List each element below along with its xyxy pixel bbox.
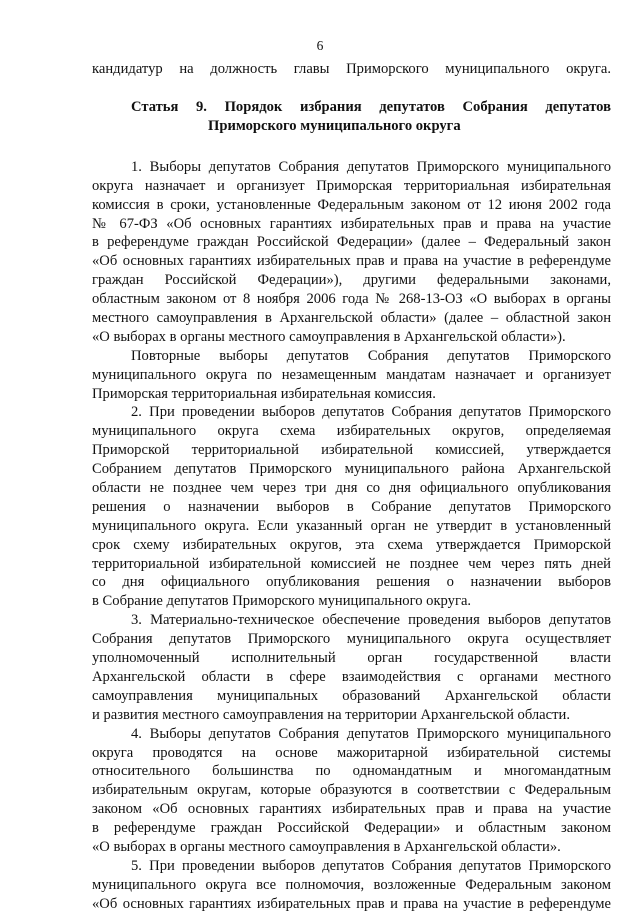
text-line: округа назначает и организует Приморская территориальная избирательная	[92, 177, 611, 194]
text-line: Повторные выборы депутатов Собрания депутатов Приморского	[131, 347, 611, 364]
text-line: муниципального округа все полномочия, возложенные Федеральным законом	[92, 876, 611, 893]
text-line: самоуправления муниципальных образований Архангельской области	[92, 687, 611, 704]
text-line: 3. Материально-техническое обеспечение проведения выборов депутатов	[131, 612, 611, 629]
text-line: 4. Выборы депутатов Собрания депутатов Приморского муниципального	[131, 725, 611, 742]
text-line: законом «Об основных гарантиях избирательных прав и права на участие	[92, 801, 611, 818]
text-line: областным законом от 8 ноября 2006 года № 268-13-ОЗ «О выборах в органы	[92, 291, 611, 308]
text-line: местного самоуправления в Архангельской области» (далее – областной закон	[92, 310, 611, 327]
text-line: в Собрание депутатов Приморского муниципального округа.	[92, 593, 472, 610]
text-line: Приморская территориальная избирательная комиссия.	[92, 385, 436, 402]
paragraph-p3	[92, 403, 611, 611]
text-line: территориальной избирательной комиссией не позднее чем через пять дней	[92, 555, 611, 572]
text-line: Собрания депутатов Приморского муниципального округа осуществляет	[92, 631, 611, 648]
text-line: решения о назначении выборов в Собрание депутатов Приморского	[92, 498, 611, 515]
text-line: граждан Российской Федерации»), другими федеральными законами,	[92, 272, 611, 289]
text-line: округа проводятся на основе мажоритарной избирательной системы	[92, 744, 611, 761]
spacer	[92, 137, 611, 158]
text-line: области не позднее чем через три дня со дня официального опубликования	[92, 480, 611, 497]
text-line: № 67-ФЗ «Об основных гарантиях избирательных прав и права на участие	[92, 215, 611, 232]
text-line: Собранием депутатов Приморского муниципального района Архангельской	[92, 461, 611, 478]
text-line: срок схему избирательных округов, эта схема утверждается Приморской	[92, 536, 611, 553]
text-line: относительного большинства по одномандатным и многомандатным	[92, 763, 611, 780]
document-body	[92, 60, 611, 914]
paragraph-p1	[92, 158, 611, 347]
text-line: 1. Выборы депутатов Собрания депутатов Приморского муниципального	[131, 158, 611, 175]
paragraph-p5	[92, 725, 611, 857]
lead-line: кандидатур на должность главы Приморского муниципального округа.	[92, 61, 611, 77]
spacer	[92, 79, 611, 98]
paragraph-p6	[92, 857, 611, 914]
paragraph-p2	[92, 347, 611, 404]
article-heading-line-2: Приморского муниципального округа	[208, 118, 461, 135]
text-line: «О выборах в органы местного самоуправления в Архангельской области»).	[92, 328, 566, 345]
text-line: 5. При проведении выборов депутатов Собрания депутатов Приморского	[131, 857, 611, 874]
text-line: в референдуме граждан Российской Федерации» и областным законом	[92, 820, 611, 837]
text-line: в референдуме граждан Российской Федерации» (далее – Федеральный закон	[92, 234, 611, 251]
text-line: 2. При проведении выборов депутатов Собрания депутатов Приморского	[131, 404, 611, 421]
text-line: Архангельской области в сфере взаимодействия с органами местного	[92, 668, 611, 685]
text-line: и развития местного самоуправления на территории Архангельской области.	[92, 706, 570, 723]
text-line: избирательным округам, которые образуются в соответствии с Федеральным	[92, 782, 611, 799]
paragraph-list	[92, 158, 611, 914]
text-line: со дня официального опубликования решения о назначении выборов	[92, 574, 611, 591]
article-heading	[92, 98, 611, 137]
text-line: «Об основных гарантиях избирательных прав и права на участие в референдуме	[92, 253, 611, 270]
page-number: 6	[316, 38, 324, 53]
text-line: комиссия в сроки, установленные Федеральным законом от 12 июня 2002 года	[92, 196, 611, 213]
text-line: уполномоченный исполнительный орган государственной власти	[92, 650, 611, 667]
text-line: муниципального округа схема избирательных округов, определяемая	[92, 423, 611, 440]
text-line: «О выборах в органы местного самоуправления в Архангельской области».	[92, 838, 561, 855]
text-line: муниципального округа по незамещенным мандатам назначает и организует	[92, 366, 611, 383]
text-line: Приморской территориальной избирательной комиссией, утверждается	[92, 442, 611, 459]
paragraph-p4	[92, 611, 611, 724]
text-line: муниципального округа. Если указанный орган не утвердит в установленный	[92, 517, 611, 534]
text-line: «Об основных гарантиях избирательных прав и права на участие в референдуме	[92, 895, 611, 912]
article-heading-line-1: Статья 9. Порядок избрания депутатов Собрания депутатов	[131, 98, 611, 115]
